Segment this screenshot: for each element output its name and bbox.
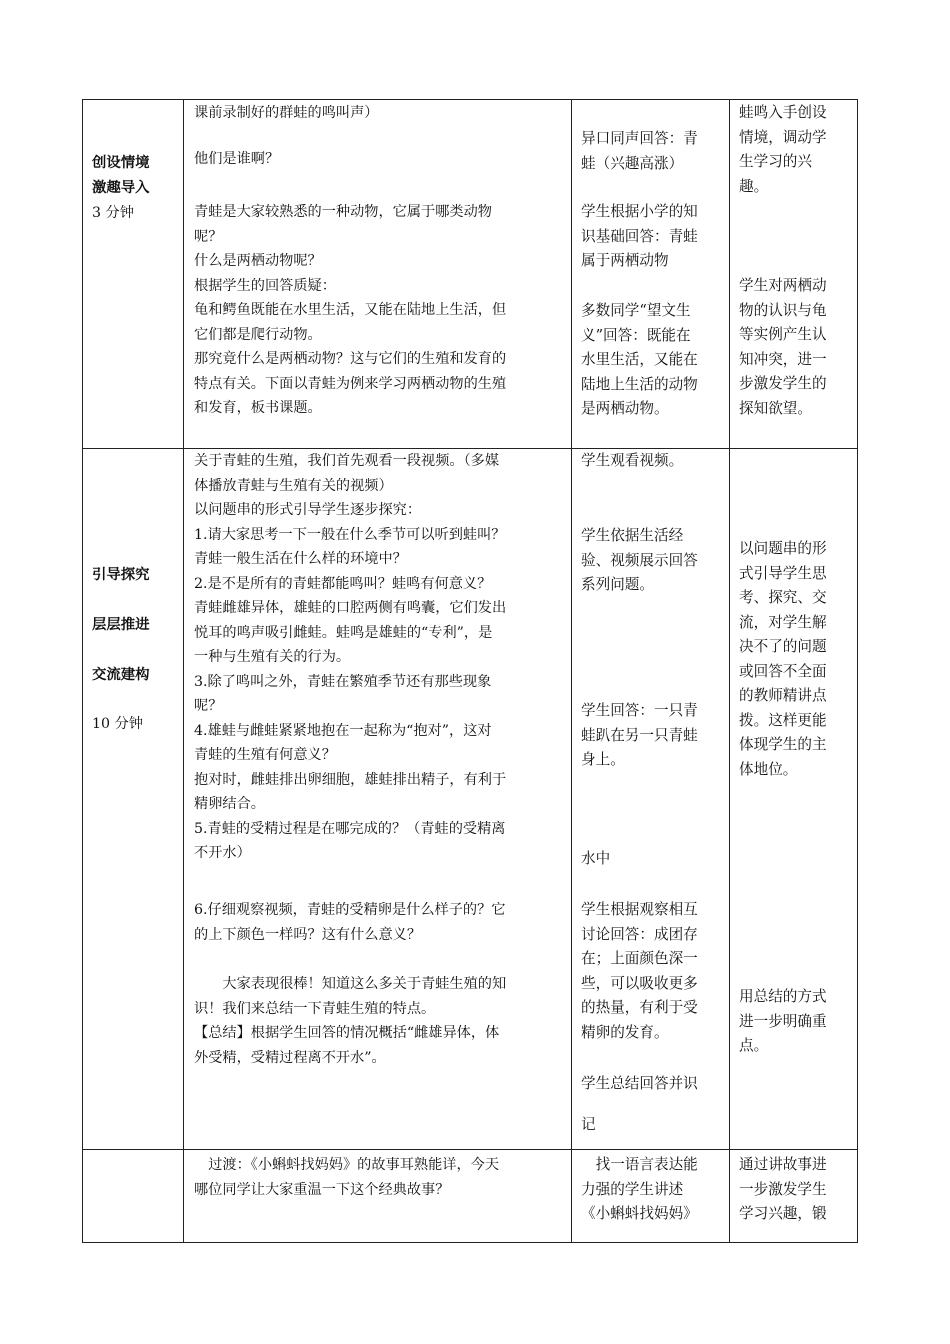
lesson-plan-table bbox=[82, 99, 858, 1243]
student-activity-cell bbox=[572, 100, 730, 449]
student-text: 异口同声回答：青 蛙（兴趣高涨） bbox=[581, 130, 698, 172]
intent-text: 用总结的方式 进一步明确重 点。 bbox=[739, 988, 827, 1054]
teacher-text: 他们是谁啊？ bbox=[194, 151, 280, 167]
intent-text: 以问题串的形 式引导学生思 考、探究、交 流，对学生解 决不了的问题 或回答不全面 的教师精讲点 拨。这样更能 体现学生的主 体地位。 bbox=[739, 540, 827, 778]
teacher-text: 大家表现很棒！知道这么多关于青蛙生殖的知 识！我们来总结一下青蛙生殖的特点。 【总结】根据学生回答的情况概括“雌雄异体，体 外受精，受精过程离不开水”。 bbox=[194, 976, 507, 1066]
section-title-line: 层层推进 bbox=[92, 617, 150, 633]
teacher-text: 青蛙是大家较熟悉的一种动物，它属于哪类动物 呢？ 什么是两栖动物呢？ 根据学生的回答质疑： 龟和鳄鱼既能在水里生活，又能在陆地上生活，但 它们都是爬行动物。 那究竟什么是两栖动物？这与它们的生殖和发育的 特点有关。下面以青蛙为例来学习两栖动物的生殖 和发育，板书课题。 bbox=[194, 204, 507, 416]
student-activity-cell bbox=[572, 1150, 730, 1243]
section-title-line: 引导探究 bbox=[92, 567, 150, 583]
teacher-activity-cell bbox=[184, 1150, 572, 1243]
design-intent-cell bbox=[730, 1150, 858, 1243]
teacher-text: 过渡：《小蝌蚪找妈妈》的故事耳熟能详，今天 哪位同学让大家重温一下这个经典故事？ bbox=[194, 1157, 500, 1198]
student-text: 学生观看视频。 bbox=[581, 452, 684, 469]
teacher-text: 6.仔细观察视频，青蛙的受精卵是什么样子的？它 的上下颜色一样吗？这有什么意义？ bbox=[194, 902, 506, 943]
student-text: 学生依据生活经 验、视频展示回答 系列问题。 bbox=[581, 527, 698, 593]
table-row bbox=[83, 1150, 858, 1243]
teacher-text: 关于青蛙的生殖，我们首先观看一段视频。（多媒 体播放青蛙与生殖有关的视频） 以问题串的形式引导学生逐步探究： 1.请大家思考一下一般在什么季节可以听到蛙叫？ 青蛙一般生活在什么样的环境中？ 2.是不是所有的青蛙都能鸣叫？蛙鸣有何意义？ 青蛙雌雄异体，雄蛙的口腔两侧有鸣囊，它们发出 悦耳的鸣声吸引雌蛙。蛙鸣是雄蛙的“专利”，是 一种与生殖有关的行为。 3.除了鸣叫之外，青蛙在繁殖季节还有那些现象 呢？ 4.雄蛙与雌蛙紧紧地抱在一起称为“抱对”，这对 青蛙的生殖有何意义？ 抱对时，雌蛙排出卵细胞，雄蛙排出精子，有利于 精卵结合。 5.青蛙的受精过程是在哪完成的？（青蛙的受精离 不开水） bbox=[194, 453, 507, 861]
table-row bbox=[83, 449, 858, 1150]
teacher-activity-cell bbox=[184, 100, 572, 449]
section-cell bbox=[83, 1150, 184, 1243]
design-intent-cell bbox=[730, 100, 858, 449]
teacher-text: 课前录制好的群蛙的鸣叫声） bbox=[194, 105, 379, 121]
student-text: 学生根据观察相互 讨论回答：成团存 在；上面颜色深一 些，可以吸收更多 的热量，有利于受 精卵的发育。 bbox=[581, 901, 698, 1041]
section-time: 10 分钟 bbox=[92, 716, 143, 732]
student-text: 找一语言表达能 力强的学生讲述 《小蝌蚪找妈妈》 bbox=[581, 1156, 698, 1222]
student-text: 水中 bbox=[581, 850, 611, 867]
intent-text: 蛙鸣入手创设 情境，调动学 生学习的兴 趣。 bbox=[739, 104, 827, 195]
student-text: 学生根据小学的知 识基础回答：青蛙 属于两栖动物 bbox=[581, 203, 698, 269]
student-text: 学生回答：一只青 蛙趴在另一只青蛙 身上。 bbox=[581, 702, 698, 768]
intent-text: 通过讲故事进 一步激发学生 学习兴趣，锻 bbox=[739, 1156, 827, 1222]
student-activity-cell bbox=[572, 449, 730, 1150]
student-text: 学生总结回答并识 bbox=[581, 1075, 698, 1092]
section-title-line: 创设情境 bbox=[92, 155, 150, 171]
table-row bbox=[83, 100, 858, 449]
section-time: 3 分钟 bbox=[92, 205, 134, 221]
teacher-activity-cell bbox=[184, 449, 572, 1150]
intent-text: 学生对两栖动 物的认识与龟 等实例产生认 知冲突，进一 步激发学生的 探知欲望。 bbox=[739, 277, 827, 417]
section-cell bbox=[83, 100, 184, 449]
student-text: 多数同学“望文生 义”回答：既能在 水里生活，又能在 陆地上生活的动物 是两栖动物。 bbox=[581, 302, 698, 417]
student-text: 记 bbox=[581, 1116, 596, 1133]
section-title-line: 交流建构 bbox=[92, 667, 150, 683]
design-intent-cell bbox=[730, 449, 858, 1150]
section-title-line: 激趣导入 bbox=[92, 180, 150, 196]
section-cell bbox=[83, 449, 184, 1150]
